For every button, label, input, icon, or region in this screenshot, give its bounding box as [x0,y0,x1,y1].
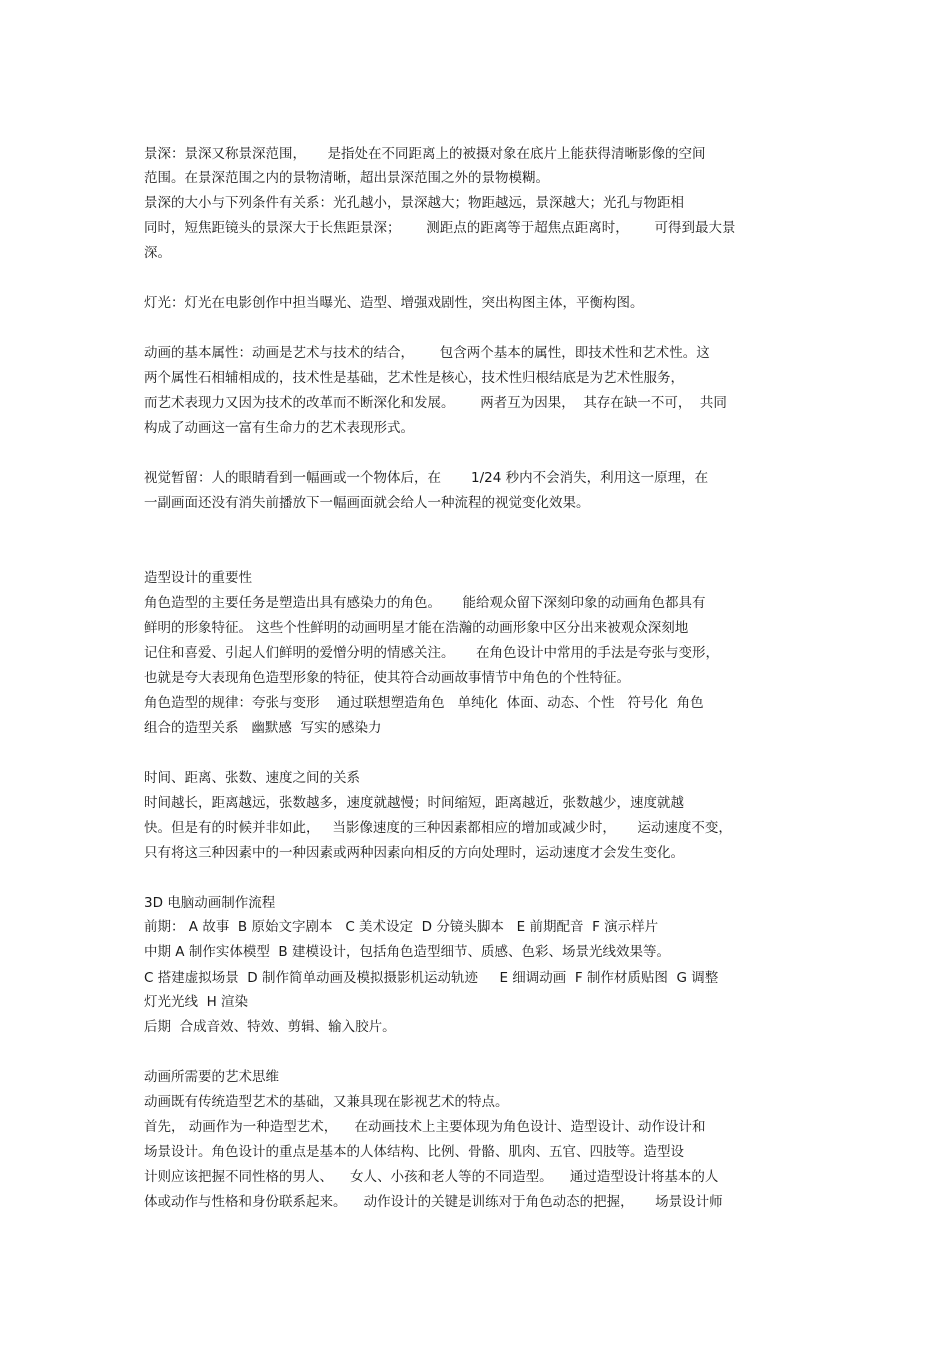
text-line: 计则应该把握不同性格的男人、 女人、小孩和老人等的不同造型。 通过造型设计将基本的人 [144,1169,719,1185]
text-line: 时间越长，距离越远，张数越多，速度就越慢；时间缩短，距离越近，张数越少，速度就越 [144,795,684,811]
text-line: 后期 合成音效、特效、剪辑、输入胶片。 [144,1019,396,1035]
text-line: 首先， 动画作为一种造型艺术， 在动画技术上主要体现为角色设计、造型设计、动作设计和 [144,1119,706,1135]
text-line: 动画的基本属性：动画是艺术与技术的结合， 包含两个基本的属性，即技术性和艺术性。这 [144,345,710,361]
text-line: 组合的造型关系 幽默感 写实的感染力 [144,720,382,736]
text-line: 灯光光线 H 渲染 [144,994,249,1010]
text-line: 范围。在景深范围之内的景物清晰，超出景深范围之外的景物模糊。 [144,170,549,186]
text-line: C 搭建虚拟场景 D 制作简单动画及模拟摄影机运动轨迹 E 细调动画 F 制作材质贴图 G 调整 [144,970,719,986]
text-line: 角色造型的规律：夸张与变形 通过联想塑造角色 单纯化 体面、动态、个性 符号化 角色 [144,695,704,711]
text-line: 场景设计。角色设计的重点是基本的人体结构、比例、骨骼、肌肉、五官、四肢等。造型设 [144,1144,684,1160]
text-line: 快。但是有的时候并非如此， 当影像速度的三种因素都相应的增加或减少时， 运动速度不变， [144,820,732,836]
text-line: 体或动作与性格和身份联系起来。 动作设计的关键是训练对于角色动态的把握， 场景设计师 [144,1194,723,1210]
text-line: 景深：景深又称景深范围， 是指处在不同距离上的被摄对象在底片上能获得清晰影像的空间 [144,146,706,162]
text-line: 也就是夸大表现角色造型形象的特征，使其符合动画故事情节中角色的个性特征。 [144,670,630,686]
text-line: 深。 [144,245,171,261]
text-line: 两个属性石相辅相成的，技术性是基础，艺术性是核心，技术性归根结底是为艺术性服务， [144,370,684,386]
text-line: 构成了动画这一富有生命力的艺术表现形式。 [144,420,414,436]
text-line: 视觉暂留：人的眼睛看到一幅画或一个物体后，在 1/24 秒内不会消失，利用这一原理，在 [144,470,709,486]
text-line: 时间、距离、张数、速度之间的关系 [144,770,360,786]
text-line: 景深的大小与下列条件有关系：光孔越小，景深越大；物距越远，景深越大；光孔与物距相 [144,195,684,211]
text-line: 鲜明的形象特征。 这些个性鲜明的动画明星才能在浩瀚的动画形象中区分出来被观众深刻地 [144,620,689,636]
text-line: 记住和喜爱、引起人们鲜明的爱憎分明的情感关注。 在角色设计中常用的手法是夸张与变形， [144,645,719,661]
text-line: 同时，短焦距镜头的景深大于长焦距景深； 测距点的距离等于超焦点距离时， 可得到最大景 [144,220,736,236]
text-line: 只有将这三种因素中的一种因素或两种因素向相反的方向处理时，运动速度才会发生变化。 [144,845,684,861]
text-line: 中期 A 制作实体模型 B 建模设计，包括角色造型细节、质感、色彩、场景光线效果等。 [144,944,670,960]
text-line: 动画既有传统造型艺术的基础，又兼具现在影视艺术的特点。 [144,1094,509,1110]
text-line: 3D 电脑动画制作流程 [144,895,276,911]
text-line: 动画所需要的艺术思维 [144,1069,279,1085]
text-line: 灯光：灯光在电影创作中担当曝光、造型、增强戏剧性，突出构图主体，平衡构图。 [144,295,644,311]
text-line: 一副画面还没有消失前播放下一幅画面就会给人一种流程的视觉变化效果。 [144,495,590,511]
text-line: 造型设计的重要性 [144,570,252,586]
text-line: 而艺术表现力又因为技术的改革而不断深化和发展。 两者互为因果， 其存在缺一不可， 共同 [144,395,727,411]
text-line: 前期： A 故事 B 原始文字剧本 C 美术设定 D 分镜头脚本 E 前期配音 F 演示样片 [144,919,659,935]
text-line: 角色造型的主要任务是塑造出具有感染力的角色。 能给观众留下深刻印象的动画角色都具有 [144,595,706,611]
